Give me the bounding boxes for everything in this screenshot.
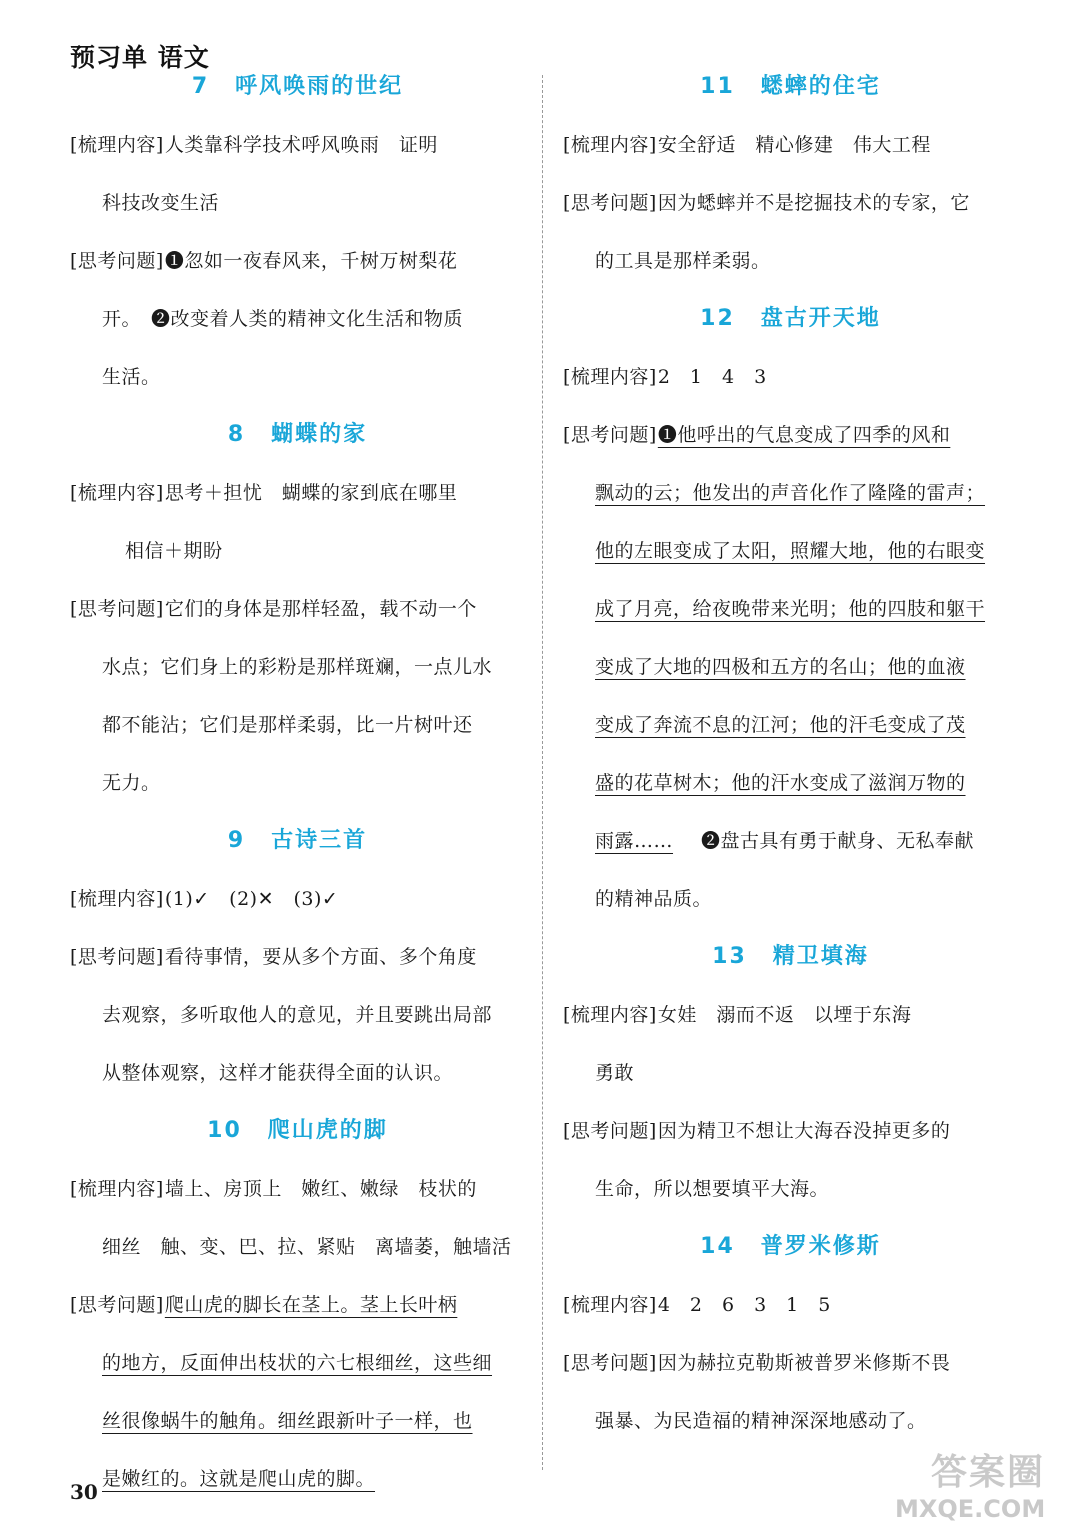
question-text: ❷盘古具有勇于献身、无私奉献 xyxy=(701,830,975,852)
question-text: 强暴、为民造福的精神深深地感动了。 xyxy=(595,1410,927,1432)
content-text: 墙上、房顶上 嫩红、嫩绿 枝状的 xyxy=(164,1178,477,1200)
watermark-line1: 答案圈 xyxy=(930,1452,1045,1493)
content-line xyxy=(70,1160,525,1218)
question-line xyxy=(563,406,1018,464)
tag-question: [思考问题] xyxy=(563,192,657,214)
page-number: 30 xyxy=(70,1480,98,1504)
tag-content: [梳理内容] xyxy=(70,888,164,910)
section-title-14 xyxy=(563,1218,1018,1276)
content-text: 思考＋担忧 蝴蝶的家到底在哪里 xyxy=(164,482,458,504)
question-line xyxy=(70,638,525,696)
question-line xyxy=(70,754,525,812)
section-name: 呼风唤雨的世纪 xyxy=(235,74,404,99)
section-name: 盘古开天地 xyxy=(760,306,881,331)
right-column xyxy=(563,58,1018,1450)
content-text: (1)✓ (2)✕ (3)✓ xyxy=(164,888,339,910)
question-text: 生活。 xyxy=(102,366,161,388)
question-line xyxy=(563,696,1018,754)
question-line xyxy=(563,870,1018,928)
question-line xyxy=(563,1160,1018,1218)
question-line xyxy=(70,696,525,754)
question-line xyxy=(563,1334,1018,1392)
tag-question: [思考问题] xyxy=(70,598,164,620)
section-number: 8 xyxy=(227,422,246,447)
tag-content: [梳理内容] xyxy=(563,1004,657,1026)
section-number: 7 xyxy=(191,74,210,99)
question-line xyxy=(70,232,525,290)
question-line xyxy=(563,174,1018,232)
question-line xyxy=(563,638,1018,696)
tag-question: [思考问题] xyxy=(70,946,164,968)
question-text: 雨露…… xyxy=(595,830,674,852)
tag-question: [思考问题] xyxy=(563,1352,657,1374)
content-text: 安全舒适 精心修建 伟大工程 xyxy=(657,134,931,156)
content-line xyxy=(563,1276,1018,1334)
content-line xyxy=(563,1044,1018,1102)
question-line xyxy=(70,1450,525,1508)
question-text: 变成了奔流不息的江河；他的汗毛变成了茂 xyxy=(595,714,966,736)
content-line xyxy=(70,174,525,232)
watermark-logo xyxy=(895,1452,1045,1532)
question-text: 因为蟋蟀并不是挖掘技术的专家，它 xyxy=(657,192,970,214)
question-line xyxy=(70,1276,525,1334)
section-name: 古诗三首 xyxy=(271,828,368,853)
question-text: 盛的花草树木；他的汗水变成了滋润万物的 xyxy=(595,772,966,794)
question-line xyxy=(70,928,525,986)
content-text: 2 1 4 3 xyxy=(657,366,767,388)
content-text: 女娃 溺而不返 以堙于东海 xyxy=(657,1004,912,1026)
content-line xyxy=(70,522,525,580)
question-line xyxy=(70,1392,525,1450)
question-text: 因为精卫不想让大海吞没掉更多的 xyxy=(657,1120,951,1142)
question-text: ❶忽如一夜春风来，千树万树梨花 xyxy=(164,250,458,272)
tag-question: [思考问题] xyxy=(563,1120,657,1142)
section-number: 9 xyxy=(227,828,246,853)
question-line xyxy=(70,348,525,406)
question-text: 爬山虎的脚长在茎上。茎上长叶柄 xyxy=(164,1294,458,1316)
tag-content: [梳理内容] xyxy=(563,1294,657,1316)
question-text: 生命，所以想要填平大海。 xyxy=(595,1178,830,1200)
content-text: 人类靠科学技术呼风唤雨 证明 xyxy=(164,134,438,156)
question-text: 丝很像蜗牛的触角。细丝跟新叶子一样，也 xyxy=(102,1410,473,1432)
question-text: 它们的身体是那样轻盈，载不动一个 xyxy=(164,598,477,620)
question-line xyxy=(563,464,1018,522)
tag-question: [思考问题] xyxy=(563,424,657,446)
question-text: 是嫩红的。这就是爬山虎的脚。 xyxy=(102,1468,376,1490)
content-text: 勇敢 xyxy=(595,1062,635,1084)
tag-question: [思考问题] xyxy=(70,1294,164,1316)
section-title-10 xyxy=(70,1102,525,1160)
tag-content: [梳理内容] xyxy=(563,366,657,388)
question-text: 飘动的云；他发出的声音化作了隆隆的雷声； xyxy=(595,482,986,504)
section-title-11 xyxy=(563,58,1018,116)
question-line xyxy=(563,1392,1018,1450)
question-line xyxy=(563,522,1018,580)
question-text: 的工具是那样柔弱。 xyxy=(595,250,771,272)
section-name: 精卫填海 xyxy=(772,944,869,969)
question-text: 都不能沾；它们是那样柔弱，比一片树叶还 xyxy=(102,714,473,736)
question-text: 因为赫拉克勒斯被普罗米修斯不畏 xyxy=(657,1352,951,1374)
question-line xyxy=(70,1044,525,1102)
tag-content: [梳理内容] xyxy=(563,134,657,156)
content-text: 相信＋期盼 xyxy=(125,540,223,562)
section-number: 12 xyxy=(700,306,735,331)
section-number: 13 xyxy=(712,944,747,969)
section-title-12 xyxy=(563,290,1018,348)
tag-content: [梳理内容] xyxy=(70,134,164,156)
section-title-9 xyxy=(70,812,525,870)
content-line xyxy=(563,348,1018,406)
content-text: 细丝 触、变、巴、拉、紧贴 离墙萎，触墙活 xyxy=(102,1236,512,1258)
column-divider xyxy=(542,75,543,1470)
section-name: 蝴蝶的家 xyxy=(271,422,368,447)
question-text: 去观察，多听取他人的意见，并且要跳出局部 xyxy=(102,1004,493,1026)
content-line xyxy=(70,870,525,928)
question-line xyxy=(70,1334,525,1392)
tag-content: [梳理内容] xyxy=(70,1178,164,1200)
content-line xyxy=(563,116,1018,174)
section-name: 爬山虎的脚 xyxy=(267,1118,388,1143)
content-line xyxy=(70,464,525,522)
left-column xyxy=(70,58,525,1508)
question-line xyxy=(563,754,1018,812)
section-name: 普罗米修斯 xyxy=(760,1234,881,1259)
section-number: 14 xyxy=(700,1234,735,1259)
tag-question: [思考问题] xyxy=(70,250,164,272)
question-text: ❶他呼出的气息变成了四季的风和 xyxy=(657,424,951,446)
question-line xyxy=(563,1102,1018,1160)
content-text: 4 2 6 3 1 5 xyxy=(657,1294,831,1316)
question-text: 成了月亮，给夜晚带来光明；他的四肢和躯干 xyxy=(595,598,986,620)
question-text: 开。 ❷改变着人类的精神文化生活和物质 xyxy=(102,308,464,330)
section-number: 10 xyxy=(207,1118,242,1143)
section-title-7 xyxy=(70,58,525,116)
question-text: 从整体观察，这样才能获得全面的认识。 xyxy=(102,1062,454,1084)
section-name: 蟋蟀的住宅 xyxy=(760,74,881,99)
question-line xyxy=(70,580,525,638)
question-text: 他的左眼变成了太阳，照耀大地，他的右眼变 xyxy=(595,540,986,562)
content-text: 科技改变生活 xyxy=(102,192,220,214)
question-line xyxy=(70,290,525,348)
watermark-line2: MXQE.COM xyxy=(895,1495,1046,1523)
content-line xyxy=(563,986,1018,1044)
tag-content: [梳理内容] xyxy=(70,482,164,504)
question-text: 看待事情，要从多个方面、多个角度 xyxy=(164,946,477,968)
section-title-13 xyxy=(563,928,1018,986)
question-line xyxy=(563,232,1018,290)
question-line xyxy=(563,812,1018,870)
question-text: 水点；它们身上的彩粉是那样斑斓，一点儿水 xyxy=(102,656,493,678)
page-header: 预习单 语文 xyxy=(70,43,210,72)
question-text: 变成了大地的四极和五方的名山；他的血液 xyxy=(595,656,966,678)
section-number: 11 xyxy=(700,74,735,99)
section-title-8 xyxy=(70,406,525,464)
question-text: 无力。 xyxy=(102,772,161,794)
question-text: 的地方，反面伸出枝状的六七根细丝，这些细 xyxy=(102,1352,493,1374)
content-line xyxy=(70,116,525,174)
question-line xyxy=(563,580,1018,638)
question-text: 的精神品质。 xyxy=(595,888,713,910)
content-line xyxy=(70,1218,525,1276)
question-line xyxy=(70,986,525,1044)
